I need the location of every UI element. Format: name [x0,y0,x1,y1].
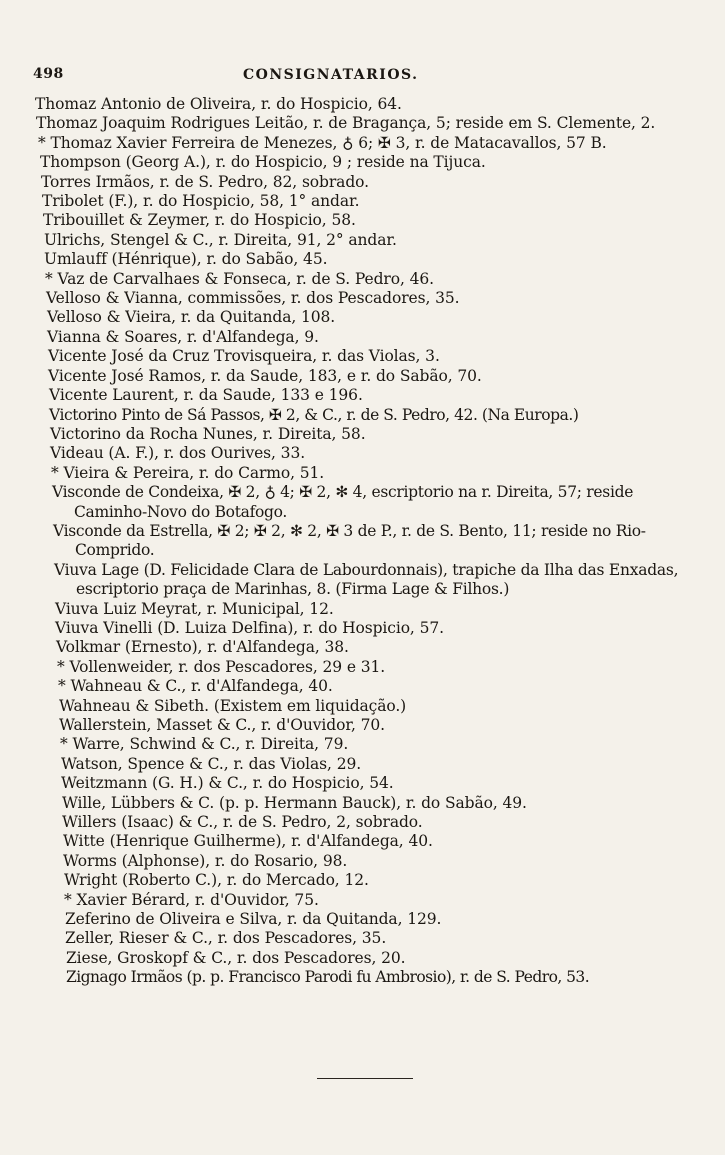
page-number: 498 [33,66,64,82]
list-item: Visconde da Estrella, ✠ 2; ✠ 2, ✻ 2, ✠ 3 de P., r. de S. Bento, 11; reside no Rio-Comprido. [53,521,646,560]
list-item: Torres Irmãos, r. de S. Pedro, 82, sobrado. [41,172,369,191]
list-item: Thomaz Joaquim Rodrigues Leitão, r. de Bragança, 5; reside em S. Clemente, 2. [36,114,656,133]
list-item: * Vollenweider, r. dos Pescadores, 29 e 31. [57,657,386,676]
list-item: Videau (A. F.), r. dos Ourives, 33. [50,444,306,463]
page-header [33,66,683,88]
list-item: Worms (Alphonse), r. do Rosario, 98. [63,851,348,870]
list-item: * Xavier Bérard, r. d'Ouvidor, 75. [64,890,319,909]
list-item: Vianna & Soares, r. d'Alfandega, 9. [47,327,319,346]
list-item: Viuva Luiz Meyrat, r. Municipal, 12. [55,599,334,618]
list-item: * Vieira & Pereira, r. do Carmo, 51. [51,463,325,482]
list-item: Tribolet (F.), r. do Hospicio, 58, 1° andar. [42,192,360,211]
list-item: Velloso & Vianna, commissões, r. dos Pescadores, 35. [46,289,460,308]
list-item: Wahneau & Sibeth. (Existem em liquidação.) [59,696,407,715]
list-item: * Vaz de Carvalhaes & Fonseca, r. de S. Pedro, 46. [45,269,434,288]
list-item: Viuva Vinelli (D. Luiza Delfina), r. do Hospicio, 57. [55,618,444,637]
list-item: Zeferino de Oliveira e Silva, r. da Quitanda, 129. [65,910,442,929]
list-item: Umlauff (Hénrique), r. do Sabão, 45. [44,250,328,269]
list-item: Thompson (Georg A.), r. do Hospicio, 9 ; reside na Tijuca. [40,153,486,172]
list-item: Witte (Henrique Guilherme), r. d'Alfandega, 40. [63,832,433,851]
list-item: Ulrichs, Stengel & C., r. Direita, 91, 2° andar. [44,230,397,249]
list-item: Viuva Lage (D. Felicidade Clara de Labourdonnais), trapiche da Ilha das Enxadas, escriptorio praça de Marinhas, 8. (Firma Lage & Filhos.) [54,560,679,599]
list-item: Tribouillet & Zeymer, r. do Hospicio, 58. [43,211,356,230]
list-item: Willers (Isaac) & C., r. de S. Pedro, 2, sobrado. [62,813,423,832]
list-item: Vicente José da Cruz Trovisqueira, r. das Violas, 3. [48,347,440,366]
list-item: Ziese, Groskopf & C., r. dos Pescadores, 20. [66,948,406,967]
list-item: Vicente José Ramos, r. da Saude, 183, e r. do Sabão, 70. [48,366,482,385]
list-item: * Wahneau & C., r. d'Alfandega, 40. [58,677,333,696]
list-item: Victorino Pinto de Sá Passos, ✠ 2, & C., r. de S. Pedro, 42. (Na Europa.) [49,405,579,424]
list-item: Wright (Roberto C.), r. do Mercado, 12. [64,871,369,890]
list-item: Victorino da Rocha Nunes, r. Direita, 58. [50,424,366,443]
list-item: Zignago Irmãos (p. p. Francisco Parodi fu Ambrosio), r. de S. Pedro, 53. [66,968,590,987]
list-item: Watson, Spence & C., r. das Violas, 29. [61,754,362,773]
list-item: Vicente Laurent, r. da Saude, 133 e 196. [49,386,363,405]
list-item: * Thomaz Xavier Ferreira de Menezes, ♁ 6; ✠ 3, r. de Matacavallos, 57 B. [38,133,607,152]
end-rule [317,1078,413,1079]
list-item: Weitzmann (G. H.) & C., r. do Hospicio, 54. [61,774,394,793]
consignee-list [0,95,725,988]
list-item: Wille, Lübbers & C. (p. p. Hermann Bauck), r. do Sabão, 49. [62,793,527,812]
list-item: Wallerstein, Masset & C., r. d'Ouvidor, 70. [59,716,385,734]
list-item: Thomaz Antonio de Oliveira, r. do Hospicio, 64. [35,95,402,113]
list-item: Velloso & Vieira, r. da Quitanda, 108. [47,308,336,327]
list-item: * Warre, Schwind & C., r. Direita, 79. [60,735,349,754]
running-title: CONSIGNATARIOS. [243,67,419,83]
list-item: Visconde de Condeixa, ✠ 2, ♁ 4; ✠ 2, ✻ 4, escriptorio na r. Direita, 57; reside Caminho-Novo do Botafogo. [52,483,634,521]
list-item: Zeller, Rieser & C., r. dos Pescadores, 35. [65,929,387,948]
list-item: Volkmar (Ernesto), r. d'Alfandega, 38. [56,638,349,657]
